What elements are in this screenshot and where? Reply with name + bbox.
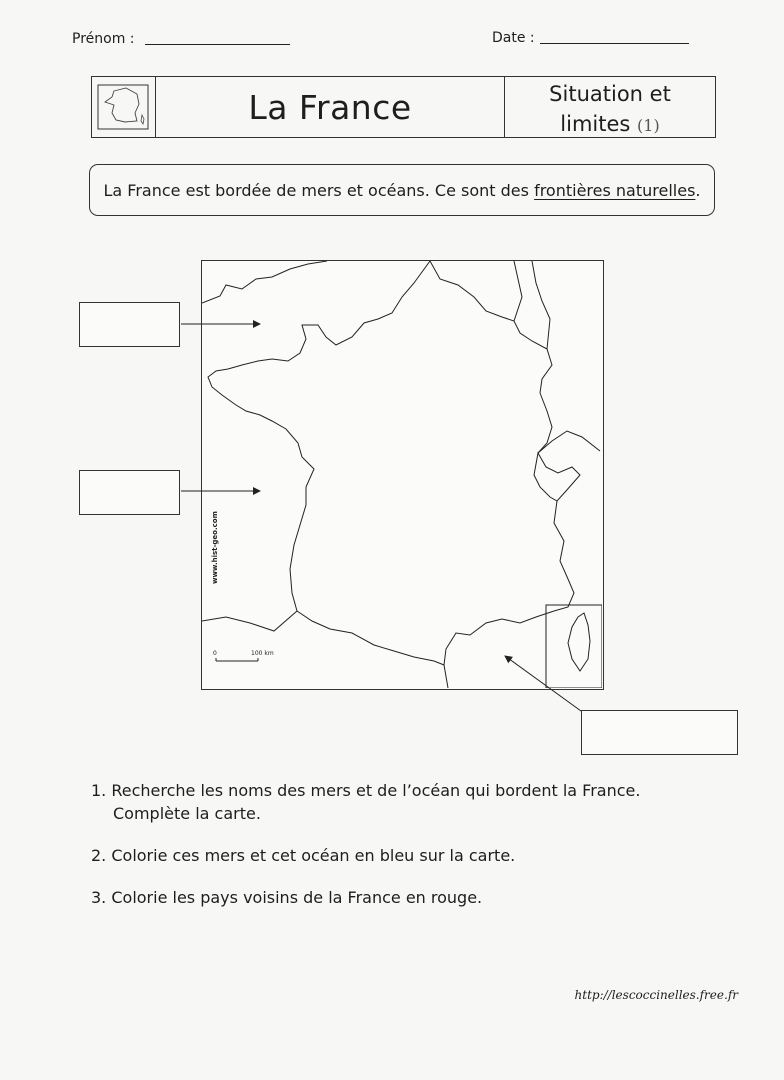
scale-label: 100 km xyxy=(251,650,274,657)
corsica-inset xyxy=(546,605,602,688)
italy-border xyxy=(554,501,574,611)
swiss-border xyxy=(534,431,600,501)
map-outline xyxy=(202,261,602,688)
subtitle-line1: Situation et xyxy=(549,82,671,106)
subtitle-line2 xyxy=(505,109,715,141)
subtitle-word: limites xyxy=(560,112,631,136)
north-east-border xyxy=(430,261,552,393)
corsica xyxy=(568,613,590,671)
intro-banner xyxy=(89,164,715,216)
first-name-label: Prénom : xyxy=(72,31,135,47)
label-box-atlantic[interactable] xyxy=(79,470,180,515)
banner-underlined: frontières naturelles xyxy=(534,180,696,200)
date-field[interactable] xyxy=(540,43,689,44)
map-watermark: www.hist-geo.com xyxy=(211,511,219,584)
subtitle-number-value: 1 xyxy=(643,116,654,135)
subtitle-number: (1) xyxy=(637,116,660,135)
page-title: La France xyxy=(156,77,505,137)
spain-border xyxy=(297,611,444,665)
instruction-2: 2. Colorie ces mers et cet océan en bleu sur la carte. xyxy=(91,846,516,865)
spain-coast xyxy=(202,611,297,631)
footer-url: http://lescoccinelles.free.fr xyxy=(574,988,738,1002)
france-map xyxy=(201,260,604,690)
banner-end: . xyxy=(695,180,701,200)
page-subtitle xyxy=(505,77,715,137)
label-box-channel[interactable] xyxy=(79,302,180,347)
benelux-lines xyxy=(514,261,550,349)
first-name-field[interactable] xyxy=(145,44,290,45)
atlantic-channel-coast xyxy=(208,261,430,611)
instruction-1-line1: 1. Recherche les noms des mers et de l’océan qui bordent la France. xyxy=(91,781,641,800)
scale-zero: 0 xyxy=(213,650,217,657)
date-label: Date : xyxy=(492,30,535,46)
banner-text: La France est bordée de mers et océans. Ce sont des xyxy=(103,180,535,200)
england-coast xyxy=(202,261,327,303)
france-mini-map-icon xyxy=(92,77,156,137)
instruction-1-line2: Complète la carte. xyxy=(113,804,261,823)
header-box xyxy=(91,76,716,138)
france-thumbnail xyxy=(92,77,156,137)
label-box-mediterranean[interactable] xyxy=(581,710,738,755)
instruction-3: 3. Colorie les pays voisins de la France en rouge. xyxy=(91,888,483,907)
med-coast xyxy=(444,611,554,688)
rhine-border xyxy=(538,393,552,453)
